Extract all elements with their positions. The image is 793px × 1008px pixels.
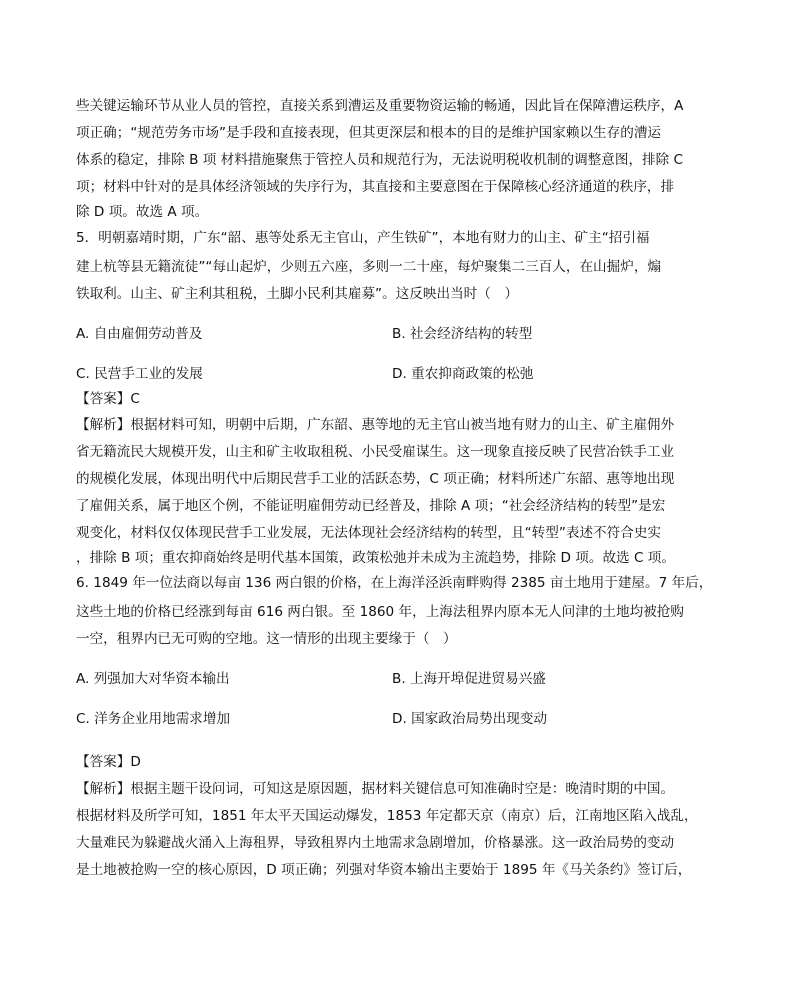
analysis-line: 根据材料及所学可知，1851 年太平天国运动爆发，1853 年定都天京（南京）后，江南地区陷入战乱， bbox=[76, 807, 698, 824]
option-a[interactable]: A. 自由雇佣劳动普及 bbox=[76, 326, 203, 342]
option-c[interactable]: C. 洋务企业用地需求增加 bbox=[76, 710, 231, 727]
option-d[interactable]: D. 国家政治局势出现变动 bbox=[392, 710, 548, 727]
analysis-line: 【解析】根据材料可知，明朝中后期，广东韶、惠等地的无主官山被当地有财力的山主、矿主雇佣外 bbox=[76, 416, 675, 433]
analysis-line: 了雇佣关系，属于地区个例，不能证明雇佣劳动已经普及，排除 A 项；“社会经济结构的转型”是宏 bbox=[76, 497, 666, 514]
question-stem-line: 建上杭等县无籍流徒”“每山起炉，少则五六座，多则一二十座，每炉聚集二三百人，在山掘炉，煽 bbox=[76, 259, 662, 275]
text-line: 项；材料中针对的是具体经济领域的失序行为，其直接和主要意图在于保障核心经济通道的秩序，排 bbox=[76, 179, 675, 195]
question-stem-line: 5．明朝嘉靖时期，广东“韶、惠等处系无主官山，产生铁矿”，本地有财力的山主、矿主“招引福 bbox=[76, 229, 650, 246]
question-stem-line: 6. 1849 年一位法商以每亩 136 两白银的价格，在上海洋泾浜南畔购得 2385 亩土地用于建屋。7 年后， bbox=[76, 575, 713, 591]
analysis-line: 大量难民为躲避战火涌入上海租界，导致租界内土地需求急剧增加，价格暴涨。这一政治局势的变动 bbox=[76, 834, 675, 851]
question-stem-line: 铁取利。山主、矿主利其租税，土脚小民利其雇募”。这反映出当时（ ） bbox=[76, 286, 519, 302]
q4-analysis-continued bbox=[76, 93, 716, 225]
option-row bbox=[76, 669, 716, 689]
question-6 bbox=[76, 572, 716, 884]
analysis-line: 观变化，材料仅仅体现民营手工业发展，无法体现社会经济结构的转型，且“转型”表述不符合史实 bbox=[76, 524, 662, 541]
option-d[interactable]: D. 重农抑商政策的松弛 bbox=[392, 366, 534, 382]
text-line: 除 D 项。故选 A 项。 bbox=[76, 204, 209, 220]
analysis-line: 是土地被抢购一空的核心原因，D 项正确；列强对华资本输出主要始于 1895 年《马关条约》签订后， bbox=[76, 861, 692, 878]
analysis-line: 省无籍流民大规模开发，山主和矿主收取租税、小民受雇谋生。这一现象直接反映了民营冶铁手工业 bbox=[76, 443, 675, 460]
question-stem-line: 一空，租界内已无可购的空地。这一情形的出现主要缘于（ ） bbox=[76, 630, 457, 647]
option-row bbox=[76, 324, 716, 344]
answer-label: 【答案】D bbox=[76, 753, 141, 770]
question-5 bbox=[76, 227, 716, 571]
option-b[interactable]: B. 社会经济结构的转型 bbox=[392, 326, 533, 342]
question-stem-line: 这些土地的价格已经涨到每亩 616 两白银。至 1860 年，上海法租界内原本无人问津的土地均被抢购 bbox=[76, 603, 684, 620]
option-row bbox=[76, 364, 716, 384]
page-content bbox=[76, 93, 716, 884]
analysis-line: 【解析】根据主题干设问词，可知这是原因题，据材料关键信息可知准确时空是：晚清时期的中国。 bbox=[76, 780, 675, 797]
option-a[interactable]: A. 列强加大对华资本输出 bbox=[76, 670, 230, 687]
text-line: 些关键运输环节从业人员的管控，直接关系到漕运及重要物资运输的畅通，因此旨在保障漕运秩序，A bbox=[76, 98, 684, 114]
analysis-line: 的规模化发展，体现出明代中后期民营手工业的活跃态势，C 项正确；材料所述广东韶、惠等地出现 bbox=[76, 470, 675, 487]
text-line: 项正确；“规范劳务市场”是手段和直接表现，但其更深层和根本的目的是维护国家赖以生存的漕运 bbox=[76, 125, 662, 141]
option-b[interactable]: B. 上海开埠促进贸易兴盛 bbox=[392, 670, 546, 687]
option-c[interactable]: C. 民营手工业的发展 bbox=[76, 366, 203, 382]
option-row bbox=[76, 709, 716, 729]
answer-label: 【答案】C bbox=[76, 391, 140, 407]
text-line: 体系的稳定，排除 B 项 材料措施聚焦于管控人员和规范行为，无法说明税收机制的调整意图，排除 C bbox=[76, 152, 684, 168]
analysis-line: ，排除 B 项；重农抑商始终是明代基本国策，政策松弛并未成为主流趋势，排除 D 项。故选 C 项。 bbox=[76, 549, 675, 566]
